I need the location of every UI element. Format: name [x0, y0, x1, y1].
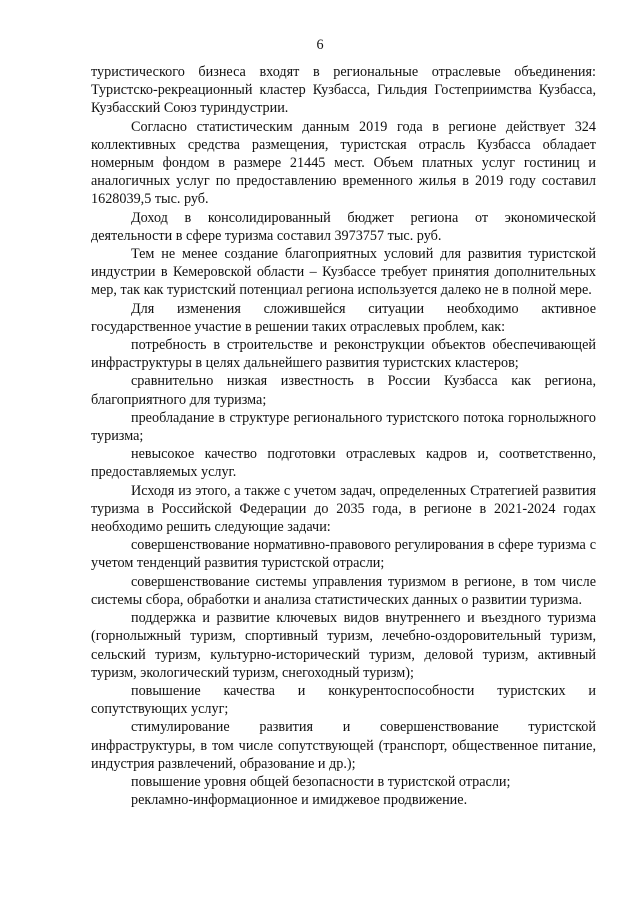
list-item: потребность в строительстве и реконструкции объектов обеспечивающей инфраструктуры в целях дальнейшего развития туристских кластеров; — [91, 337, 596, 372]
list-item: стимулирование развития и совершенствование туристской инфраструктуры, в том числе сопутствующей (транспорт, общественное питание, индустрия развлечений, образование и др.); — [91, 719, 596, 772]
paragraph: Для изменения сложившейся ситуации необходимо активное государственное участие в решении таких отраслевых проблем, как: — [91, 300, 596, 335]
list-item: преобладание в структуре регионального туристского потока горнолыжного туризма; — [91, 409, 596, 445]
list-item: совершенствование системы управления туризмом в регионе, в том числе системы сбора, обработки и анализа статистических данных о развитии туризма. — [91, 573, 596, 608]
paragraph: Доход в консолидированный бюджет региона от экономической деятельности в сфере туризма составил 3973757 тыс. руб. — [91, 209, 596, 244]
list-item: повышение качества и конкурентоспособности туристских и сопутствующих услуг; — [91, 682, 596, 718]
paragraph: туристического бизнеса входят в региональные отраслевые объединения: Туристско-рекреационный кластер Кузбасса, Гильдия Гостеприимства Кузбасса, Кузбасский Союз туриндустрии. — [91, 64, 596, 117]
list-item: сравнительно низкая известность в России Кузбасса как региона, благоприятного для туризма; — [91, 373, 596, 408]
list-item: повышение уровня общей безопасности в туристской отрасли; — [131, 773, 511, 790]
list-item: поддержка и развитие ключевых видов внутреннего и въездного туризма (горнолыжный туризм, спортивный туризм, лечебно-оздоровительный туризм, сельский туризм, культурно-исторический туризм, деловой туризм, активный туризм, экологический туризм, снегоходный туризм); — [91, 610, 596, 681]
document-body — [91, 63, 596, 809]
list-item: совершенствование нормативно-правового регулирования в сфере туризма с учетом тенденций развития туристской отрасли; — [91, 537, 596, 572]
page-number: 6 — [316, 37, 324, 53]
list-item: рекламно-информационное и имиджевое продвижение. — [131, 792, 468, 809]
paragraph: Исходя из этого, а также с учетом задач, определенных Стратегией развития туризма в Российской Федерации до 2035 года, в регионе в 2021-2024 годах необходимо решить следующие задачи: — [91, 482, 596, 536]
list-item: невысокое качество подготовки отраслевых кадров и, соответственно, предоставляемых услуг. — [91, 446, 596, 481]
paragraph: Тем не менее создание благоприятных условий для развития туристской индустрии в Кемеровской области – Кузбассе требует принятия дополнительных мер, так как туристский потенциал региона используется далеко не в полной мере. — [91, 246, 596, 299]
paragraph: Согласно статистическим данным 2019 года в регионе действует 324 коллективных средства размещения, туристская отрасль Кузбасса обладает номерным фондом в размере 21445 мест. Объем платных услуг гостиниц и аналогичных услуг по предоставлению временного жилья в 2019 году составил 1628039,5 тыс. руб. — [91, 118, 596, 208]
